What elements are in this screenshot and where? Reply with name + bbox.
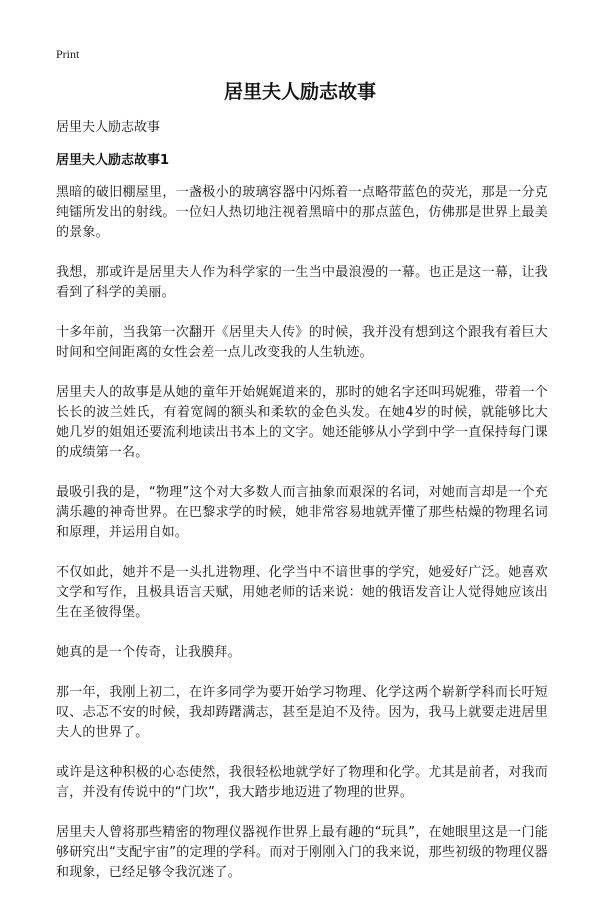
- paragraph: 十多年前，当我第一次翻开《居里夫人传》的时候，我并没有想到这个跟我有着巨大时间和空间距离的女性会差一点儿改变我的人生轨迹。: [56, 325, 548, 360]
- article-body: [56, 183, 548, 903]
- paragraph: 最吸引我的是，“物理”这个对大多数人而言抽象而艰深的名词，对她而言却是一个充满乐趣的神奇世界。在巴黎求学的时候，她非常容易地就弄懂了那些枯燥的物理名词和原理，并运用自如。: [56, 485, 548, 540]
- paragraph: 不仅如此，她并不是一头扎进物理、化学当中不谙世事的学究，她爱好广泛。她喜欢文学和写作，且极具语言天赋，用她老师的话来说：她的俄语发音让人觉得她应该出生在圣彼得堡。: [56, 565, 548, 620]
- paragraph: 或许是这种积极的心态使然，我很轻松地就学好了物理和化学。尤其是前者，对我而言，并没有传说中的“门坎”，我大踏步地迈进了物理的世界。: [56, 765, 548, 800]
- section-heading: 居里夫人励志故事1: [56, 153, 170, 168]
- document-subtitle: 居里夫人励志故事: [56, 120, 161, 135]
- paragraph: 我想，那或许是居里夫人作为科学家的一生当中最浪漫的一幕。也正是这一幕，让我看到了科学的美丽。: [56, 265, 548, 300]
- paragraph: 黑暗的破旧棚屋里，一盏极小的玻璃容器中闪烁着一点略带蓝色的荧光，那是一分克纯镭所发出的射线。一位妇人热切地注视着黑暗中的那点蓝色，仿佛那是世界上最美的景象。: [56, 185, 548, 240]
- paragraph: 居里夫人曾将那些精密的物理仪器视作世界上最有趣的“玩具”，在她眼里这是一门能够研究出“支配宇宙”的定理的学科。而对于刚刚入门的我来说，那些初级的物理仪器和现象，已经足够令我沉迷了。: [56, 825, 548, 880]
- paragraph: 那一年，我刚上初二，在许多同学为要开始学习物理、化学这两个崭新学科而长吁短叹、忐忑不安的时候，我却踌躇满志，甚至是迫不及待。因为，我马上就要走进居里夫人的世界了。: [56, 685, 548, 740]
- paragraph: 居里夫人的故事是从她的童年开始娓娓道来的，那时的她名字还叫玛妮雅，带着一个长长的波兰姓氏，有着宽阔的额头和柔软的金色头发。在她4岁的时候，就能够比大她几岁的姐姐还要流利地读出书本上的文字。她还能够从小学到中学一直保持每门课的成绩第一名。: [56, 385, 548, 460]
- page-title: 居里夫人励志故事: [223, 81, 376, 103]
- print-link[interactable]: Print: [56, 47, 80, 61]
- paragraph: 她真的是一个传奇，让我膜拜。: [56, 645, 241, 660]
